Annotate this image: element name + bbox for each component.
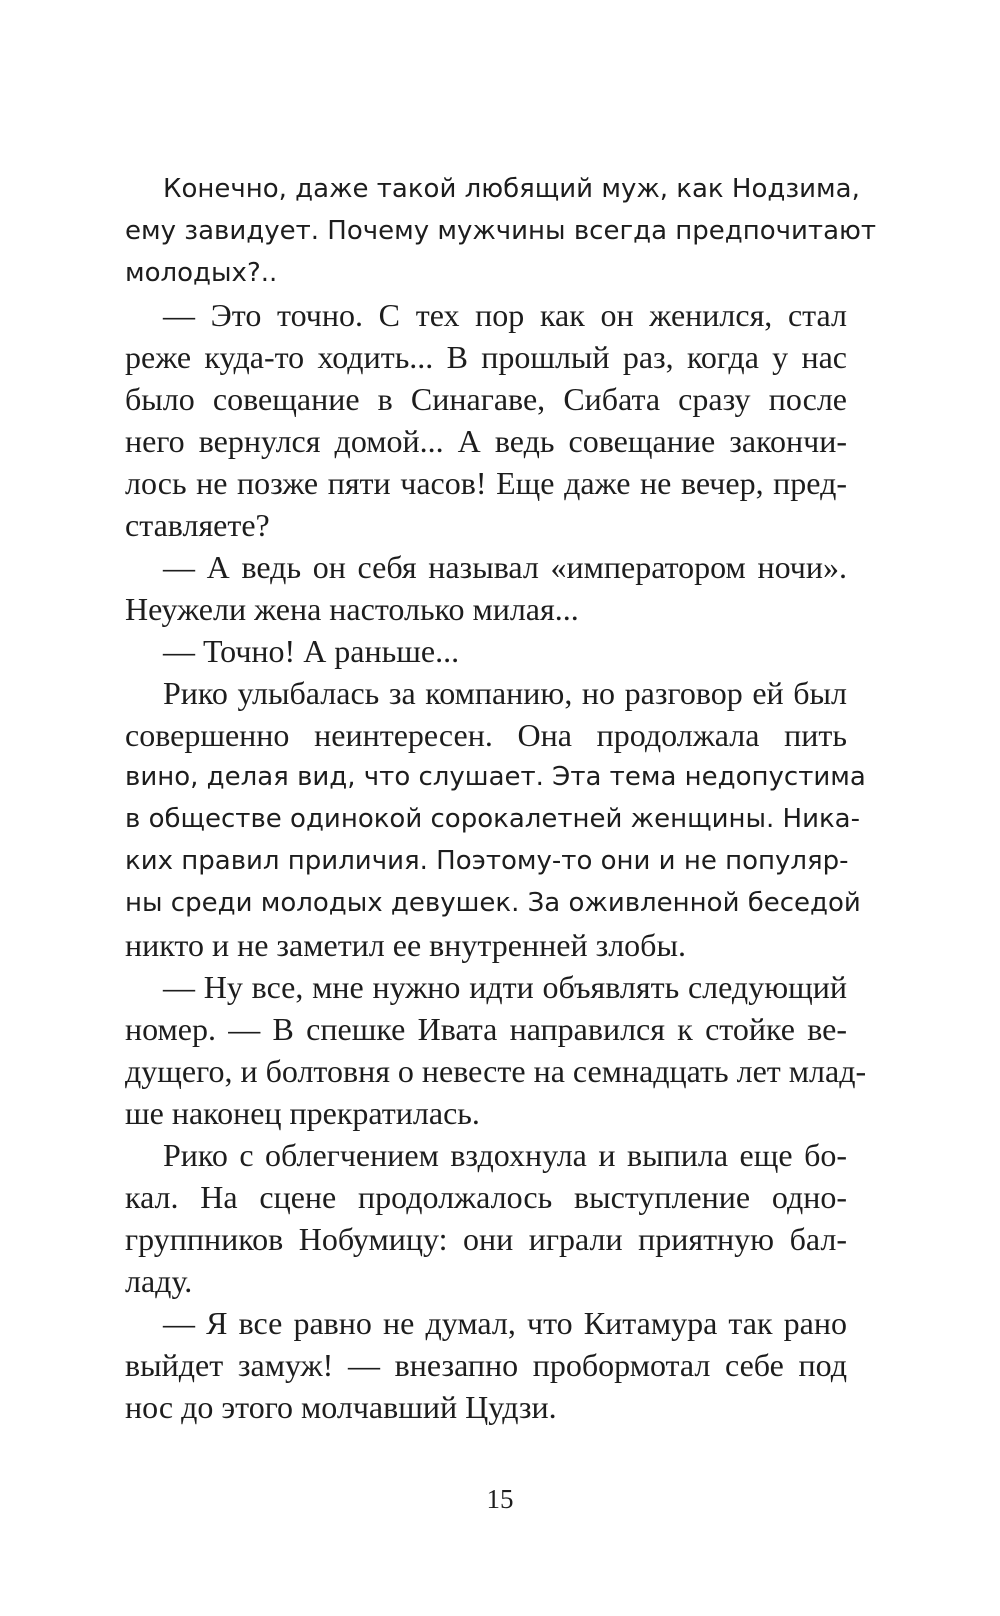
text-line: — Точно! А раньше...: [163, 633, 460, 669]
text-line: группников Нобумицу: они играли приятную бал-: [125, 1221, 847, 1257]
text-line: ше наконец прекратилась.: [125, 1095, 480, 1131]
text-line: выйдет замуж! — внезапно пробормотал себе под: [125, 1347, 847, 1383]
text-line: ких правил приличия. Поэтому-то они и не популяр-: [125, 846, 849, 876]
text-line: — Ну все, мне нужно идти объявлять следующий: [163, 969, 847, 1005]
text-line: нос до этого молчавший Цудзи.: [125, 1389, 557, 1425]
page-number: 15: [486, 1484, 514, 1514]
text-line: лось не позже пяти часов! Еще даже не вечер, пред-: [125, 465, 847, 501]
text-line: было совещание в Синагаве, Сибата сразу после: [125, 381, 847, 417]
text-line: дущего, и болтовня о невесте на семнадцать лет млад-: [125, 1053, 867, 1089]
text-line: — Я все равно не думал, что Китамура так рано: [163, 1305, 847, 1341]
text-line: Неужели жена настолько милая...: [125, 591, 579, 627]
text-line: кал. На сцене продолжалось выступление одно-: [125, 1179, 847, 1215]
text-line: Конечно, даже такой любящий муж, как Нодзима,: [163, 174, 860, 204]
text-line: в обществе одинокой сорокалетней женщины. Ника-: [125, 804, 860, 834]
text-line: реже куда-то ходить... В прошлый раз, когда у нас: [125, 339, 847, 375]
text-line: ставляете?: [125, 507, 270, 543]
text-line: ладу.: [125, 1263, 193, 1299]
text-line: номер. — В спешке Ивата направился к стойке ве-: [125, 1011, 847, 1047]
text-line: ему завидует. Почему мужчины всегда предпочитают: [125, 216, 877, 246]
page-body: [125, 168, 877, 1428]
text-line: молодых?..: [125, 258, 278, 288]
text-line: Рико улыбалась за компанию, но разговор ей был: [163, 675, 847, 711]
text-line: совершенно неинтересен. Она продолжала пить: [125, 717, 847, 753]
text-line: него вернулся домой... А ведь совещание закончи-: [125, 423, 847, 459]
text-line: вино, делая вид, что слушает. Эта тема недопустима: [125, 762, 866, 792]
text-line: ны среди молодых девушек. За оживленной беседой: [125, 888, 861, 918]
text-line: Рико с облегчением вздохнула и выпила еще бо-: [163, 1137, 847, 1173]
text-line: никто и не заметил ее внутренней злобы.: [125, 927, 686, 963]
text-line: — А ведь он себя называл «императором ночи».: [163, 549, 847, 585]
text-line: — Это точно. С тех пор как он женился, стал: [163, 297, 847, 333]
